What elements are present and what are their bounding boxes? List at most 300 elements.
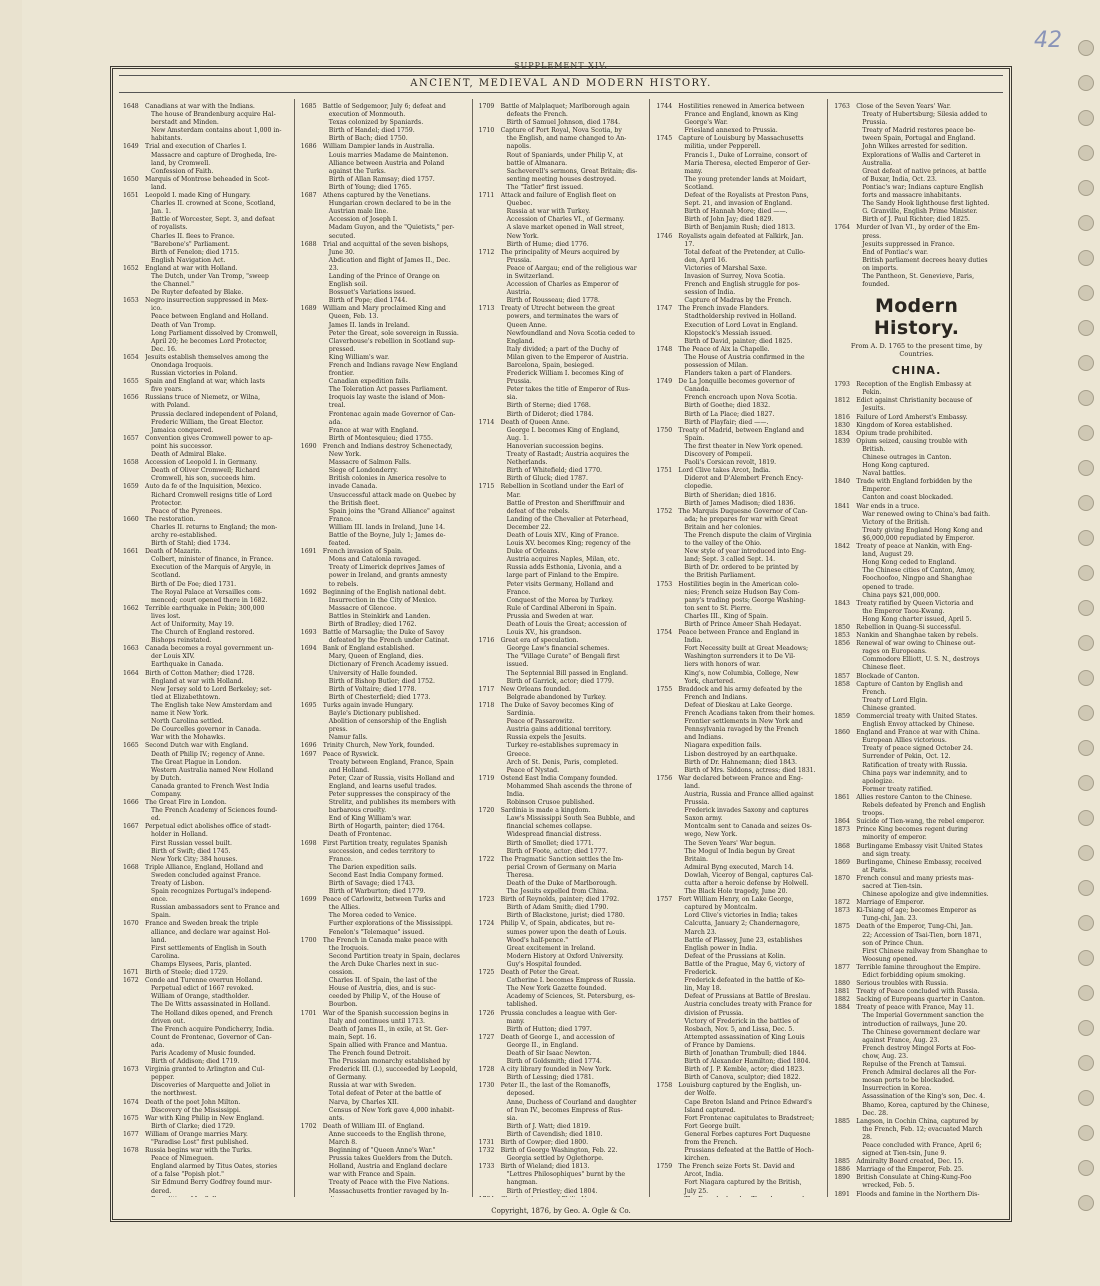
history-entry (301, 394, 466, 402)
entry-text: English power in India. (684, 944, 758, 952)
entry-year (479, 840, 501, 848)
entry-year (479, 1050, 501, 1058)
entry-year (123, 443, 145, 451)
history-entry (479, 929, 644, 937)
entry-year (479, 330, 501, 338)
entry-year (656, 564, 678, 572)
entry-text: Peace of Passarowitz. (506, 718, 575, 726)
entry-text: Great defeat of native princes, at battle (862, 167, 987, 175)
entry-text: Law's Mississippi South Sea Bubble, and (506, 815, 635, 823)
entry-text (145, 1196, 288, 1197)
entry-year (479, 993, 501, 1001)
history-entry (123, 362, 288, 370)
entry-year (656, 241, 678, 249)
entry-year (656, 848, 678, 856)
entry-text: succession, and cedes territory to (328, 847, 435, 855)
history-entry (656, 322, 821, 330)
entry-text: Birth of Handel; died 1759. (328, 127, 415, 135)
entry-text: Frederick. (684, 969, 718, 977)
entry-year (301, 564, 323, 572)
entry-year (656, 265, 678, 273)
history-entry (656, 864, 821, 872)
entry-text: Birth of Reynolds, painter; died 1792. (500, 896, 620, 904)
column-1 (117, 99, 295, 1197)
entry-year (834, 1053, 856, 1061)
entry-text: Prussia. (862, 119, 888, 127)
entry-text: Birth of Diderot; died 1784. (506, 410, 594, 418)
entry-year (479, 799, 501, 807)
entry-text: lives lost. (151, 612, 181, 620)
entry-text: cutta after a heroic defense by Holwell. (684, 880, 809, 887)
history-entry (123, 572, 288, 580)
entry-text: Russia at war with Turkey. (506, 208, 591, 216)
entry-text: Triple Alliance, England, Holland and (145, 863, 264, 871)
entry-text: Fort Necessity built at Great Meadows; (684, 645, 809, 653)
entry-text: Russian ambassadors sent to France and (151, 904, 280, 912)
entry-year (123, 945, 145, 953)
history-entry (123, 912, 288, 920)
history-entry (301, 184, 466, 192)
history-entry (479, 629, 644, 637)
entry-year: 1694 (300, 645, 317, 653)
history-entry (479, 1018, 644, 1026)
entry-text: Marriage of Emperor. (856, 899, 925, 907)
history-entry (656, 556, 821, 564)
entry-text: and Holland. (328, 766, 370, 774)
history-entry (656, 783, 821, 791)
history-entry (656, 467, 821, 475)
entry-text: Birth of Stahl; died 1734. (151, 540, 231, 548)
entry-year (301, 378, 323, 386)
entry-text: the Arch Duke Charles next in suc- (328, 960, 439, 968)
history-entry (479, 572, 644, 580)
entry-year (301, 621, 323, 629)
entry-text: liers with honors of war. (684, 661, 761, 669)
entry-text: of Ivan IV., becomes Empress of Rus- (506, 1106, 623, 1114)
entry-year (123, 411, 145, 419)
entry-year (301, 783, 323, 791)
entry-year (479, 912, 501, 920)
entry-text: Turkey re-establishes supremacy in (506, 742, 619, 750)
entry-text: Lord Clive's victories in India; takes (684, 912, 798, 920)
history-entry (479, 427, 644, 435)
entry-year (834, 802, 856, 810)
entry-text: Austria. (506, 289, 532, 297)
history-entry (123, 1123, 288, 1131)
history-entry (301, 880, 466, 888)
binder-holes (1076, 40, 1094, 1240)
entry-text: Treaty giving England Hong Kong and (862, 526, 983, 534)
entry-text: The Septennial Bill passed in England. (506, 669, 628, 677)
entry-text: Jesuits suppressed in France. (862, 240, 955, 248)
entry-year: 1756 (656, 774, 673, 782)
entry-year (834, 737, 856, 745)
entry-text: "Barebone's" Parliament. (151, 240, 230, 248)
entry-year (656, 1066, 678, 1074)
entry-year: 1654 (123, 353, 139, 361)
entry-year: 1698 (300, 839, 317, 847)
history-entry (479, 1001, 644, 1009)
entry-text: June 30. (328, 248, 355, 256)
entry-text: Battle of Marsaglia; the Duke of Savoy (322, 629, 445, 637)
entry-text: Birth of Priestley; died 1804. (506, 1187, 598, 1195)
entry-year (479, 1018, 501, 1026)
history-entry (834, 1037, 999, 1045)
entry-year (123, 759, 145, 767)
entry-text: der Wolfe. (684, 1090, 717, 1098)
entry-year: 1662 (123, 604, 139, 612)
entry-text: Birth of Goldsmith; died 1774. (506, 1058, 602, 1066)
entry-text: Kingdom of Korea established. (856, 421, 953, 429)
history-entry (479, 993, 644, 1001)
history-entry (834, 1012, 999, 1020)
entry-year (123, 1179, 145, 1187)
history-entry (301, 459, 466, 467)
entry-year (123, 1155, 145, 1163)
entry-text: nies; French seize Hudson Bay Com- (684, 588, 800, 596)
entry-year (656, 621, 678, 629)
entry-text: land, by Cromwell. (151, 159, 211, 167)
entry-year (123, 937, 145, 945)
history-entry (479, 1155, 644, 1163)
history-entry (123, 896, 288, 904)
entry-text: March 23. (684, 928, 717, 936)
history-entry (656, 856, 821, 864)
history-entry (123, 1107, 288, 1115)
history-entry (656, 313, 821, 321)
entry-year (834, 405, 856, 413)
entry-text: Total defeat of the Pretender, at Cullo- (684, 248, 806, 256)
entry-year (656, 532, 678, 540)
history-entry (479, 1042, 644, 1050)
history-entry (834, 608, 999, 616)
entry-year (656, 459, 678, 467)
history-entry (834, 168, 999, 176)
entry-year (301, 362, 323, 370)
history-entry (479, 1107, 644, 1115)
history-entry (123, 241, 288, 249)
history-entry (123, 475, 288, 483)
entry-year (834, 111, 856, 119)
entry-year (834, 956, 856, 964)
entry-text: Birth of David, painter; died 1825. (684, 337, 793, 345)
entry-text: Australia. (862, 159, 893, 167)
entry-year (301, 111, 323, 119)
history-entry (656, 475, 821, 483)
history-entry (123, 953, 288, 961)
entry-text: Peter suppresses the conspiracy of the (328, 790, 451, 798)
entry-year (834, 389, 856, 397)
history-entry (656, 791, 821, 799)
history-entry (834, 414, 999, 422)
history-entry (479, 354, 644, 362)
history-entry (123, 1010, 288, 1018)
history-entry (479, 524, 644, 532)
entry-year (301, 945, 323, 953)
entry-text: Prussia takes Guelders from the Dutch. (328, 1155, 453, 1163)
history-entry (301, 742, 466, 750)
history-entry (301, 467, 466, 475)
history-entry (656, 402, 821, 410)
history-entry (123, 540, 288, 548)
entry-year: 1732 (478, 1147, 495, 1155)
history-entry (123, 961, 288, 969)
history-entry (656, 459, 821, 467)
entry-year: 1834 (834, 429, 850, 437)
history-entry (656, 920, 821, 928)
entry-year (656, 993, 678, 1001)
entry-text: ence. (151, 896, 168, 904)
entry-text: Birth of Adam Smith; died 1790. (506, 904, 609, 912)
entry-text: the British fleet. (328, 499, 380, 507)
history-entry (656, 912, 821, 920)
entry-year (656, 556, 678, 564)
entry-text: Spain allied with France and Mantua. (328, 1041, 448, 1049)
history-entry (479, 184, 644, 192)
entry-text: Death of Admiral Blake. (151, 451, 227, 459)
entry-year: 1671 (123, 969, 139, 977)
entry-text: Treaty of Limerick deprives James of (328, 564, 445, 572)
history-entry (301, 637, 466, 645)
entry-year (301, 726, 323, 734)
entry-year: 1890 (834, 1174, 850, 1182)
entry-year (656, 1155, 678, 1163)
entry-year (301, 823, 323, 831)
history-entry (123, 1074, 288, 1082)
entry-text: ants. (328, 1114, 345, 1122)
history-entry (656, 330, 821, 338)
entry-text: Pennsylvania ravaged by the French (684, 726, 799, 734)
entry-text: Bank of England established. (322, 645, 415, 653)
entry-year (123, 1050, 145, 1058)
history-entry (301, 848, 466, 856)
history-entry (834, 729, 999, 737)
history-entry (479, 370, 644, 378)
entry-year (834, 592, 856, 600)
entry-text: Trinity Church, New York, founded. (322, 742, 435, 750)
entry-year (834, 127, 856, 135)
entry-year (834, 454, 856, 462)
entry-text: Birth of Sheridan; died 1816. (684, 491, 777, 499)
history-entry (834, 1166, 999, 1174)
history-entry (479, 305, 644, 313)
entry-year (123, 581, 145, 589)
history-entry (834, 875, 999, 883)
entry-text: France. (328, 515, 353, 523)
history-entry (834, 640, 999, 648)
entry-text: Virginia granted to Arlington and Cul- (145, 1066, 265, 1074)
binder-hole (1078, 460, 1094, 476)
entry-text: Birth of Addison; died 1719. (151, 1058, 240, 1066)
history-entry (123, 1196, 288, 1197)
history-entry (656, 427, 821, 435)
entry-text: press. (328, 726, 348, 734)
entry-year (834, 168, 856, 176)
history-entry (123, 856, 288, 864)
history-entry (479, 945, 644, 953)
entry-text: Battle of Worcester, Sept. 3, and defeat (151, 216, 275, 224)
entry-year (479, 111, 501, 119)
entry-text: Former treaty ratified. (862, 785, 933, 793)
entry-year: 1722 (478, 855, 495, 863)
entry-text: frontier. (328, 370, 355, 378)
history-entry (656, 386, 821, 394)
entry-year (656, 1026, 678, 1034)
entry-text: William and Mary proclaimed King and (322, 305, 446, 313)
entry-year (301, 516, 323, 524)
entry-year: 1857 (834, 672, 850, 680)
history-entry (123, 1034, 288, 1042)
entry-text: Onondaga Iroquois. (151, 362, 213, 369)
history-entry (301, 888, 466, 896)
history-entry (123, 929, 288, 937)
entry-year (123, 386, 145, 394)
entry-year (656, 1018, 678, 1026)
entry-text: pressed. (328, 345, 356, 353)
entry-text: The young pretender lands at Moidart, (684, 175, 807, 183)
entry-text: The Darien expedition sails. (328, 863, 417, 871)
history-entry (123, 305, 288, 313)
entry-text: Birth of Allan Ramsay; died 1757. (328, 175, 435, 183)
entry-year: 1726 (478, 1009, 495, 1017)
entry-year (479, 216, 501, 224)
history-entry (834, 996, 999, 1004)
entry-year (123, 322, 145, 330)
history-entry (479, 1163, 644, 1171)
history-entry (301, 767, 466, 775)
history-entry (834, 405, 999, 413)
history-entry (656, 273, 821, 281)
history-entry (834, 632, 999, 640)
history-entry (479, 710, 644, 718)
history-entry (834, 160, 999, 168)
history-entry (834, 956, 999, 964)
history-entry (301, 483, 466, 491)
entry-year (123, 451, 145, 459)
history-entry (479, 346, 644, 354)
entry-year (301, 710, 323, 718)
entry-text: Ki-Tsiang of age; becomes Emperor as (856, 907, 977, 915)
entry-text: Louis XV., his grandson. (506, 629, 582, 637)
entry-year (834, 1126, 856, 1134)
history-entry (834, 1110, 999, 1118)
history-entry (656, 200, 821, 208)
entry-year (301, 427, 323, 435)
history-entry (834, 1061, 999, 1069)
history-entry (479, 977, 644, 985)
binder-hole (1078, 75, 1094, 91)
history-entry (123, 257, 288, 265)
entry-year: 1692 (300, 588, 317, 596)
history-entry (301, 451, 466, 459)
entry-text: kirchen. (684, 1155, 711, 1163)
history-entry (834, 923, 999, 931)
history-entry (123, 742, 288, 750)
history-entry (123, 661, 288, 669)
entry-year (834, 770, 856, 778)
entry-year (301, 1107, 323, 1115)
history-entry (834, 281, 999, 289)
history-entry (479, 241, 644, 249)
history-entry (123, 289, 288, 297)
history-entry (301, 629, 466, 637)
entry-text: Battles in Steinkirk and Landen. (328, 612, 431, 620)
entry-year (479, 257, 501, 265)
entry-year (479, 985, 501, 993)
history-entry (301, 427, 466, 435)
entry-text: Aug. 1. (506, 434, 529, 442)
entry-year (479, 532, 501, 540)
entry-year (123, 807, 145, 815)
entry-year (301, 686, 323, 694)
history-entry (479, 249, 644, 257)
entry-year (834, 656, 856, 664)
entry-year (301, 613, 323, 621)
history-entry (479, 1082, 644, 1090)
entry-year (479, 1107, 501, 1115)
history-entry (123, 192, 288, 200)
history-entry (301, 492, 466, 500)
entry-year (479, 1171, 501, 1179)
entry-year (834, 176, 856, 184)
entry-text: Massacre of Salmon Falls. (328, 459, 412, 467)
entry-year (834, 462, 856, 470)
entry-text: The Seven Years' War begun. (684, 839, 776, 847)
entry-year (834, 1182, 856, 1190)
entry-year (123, 1090, 145, 1098)
history-entry (834, 1004, 999, 1012)
entry-year (656, 208, 678, 216)
history-entry (301, 346, 466, 354)
history-entry (656, 1107, 821, 1115)
entry-text: English Navigation Act. (151, 256, 226, 264)
entry-year: 1812 (834, 397, 850, 405)
entry-year (301, 597, 323, 605)
history-entry (301, 912, 466, 920)
entry-year (656, 653, 678, 661)
entry-text: England and France at war with China. (856, 729, 980, 737)
binder-hole (1078, 250, 1094, 266)
history-entry (656, 1042, 821, 1050)
entry-year (656, 888, 678, 896)
entry-text: Edict forbidding opium smoking. (862, 972, 966, 979)
entry-year (479, 629, 501, 637)
entry-year (301, 532, 323, 540)
history-entry (123, 686, 288, 694)
history-entry (301, 953, 466, 961)
entry-text: Birth of Rousseau; died 1778. (506, 297, 600, 305)
entry-text: Prussia. (506, 378, 532, 386)
history-entry (123, 840, 288, 848)
entry-year (479, 734, 501, 742)
entry-text: of Germany. (328, 1074, 367, 1082)
entry-year (479, 338, 501, 346)
binder-hole (1078, 985, 1094, 1001)
history-entry (656, 540, 821, 548)
entry-year (656, 1034, 678, 1042)
history-entry (479, 896, 644, 904)
history-entry (834, 1158, 999, 1166)
history-entry (123, 597, 288, 605)
history-entry (834, 1077, 999, 1085)
history-entry (301, 1042, 466, 1050)
entry-year (301, 718, 323, 726)
history-entry (301, 945, 466, 953)
history-entry (656, 168, 821, 176)
entry-year (479, 653, 501, 661)
history-entry (656, 184, 821, 192)
entry-text: Perpetual edict abolishes office of stadt- (145, 823, 272, 831)
